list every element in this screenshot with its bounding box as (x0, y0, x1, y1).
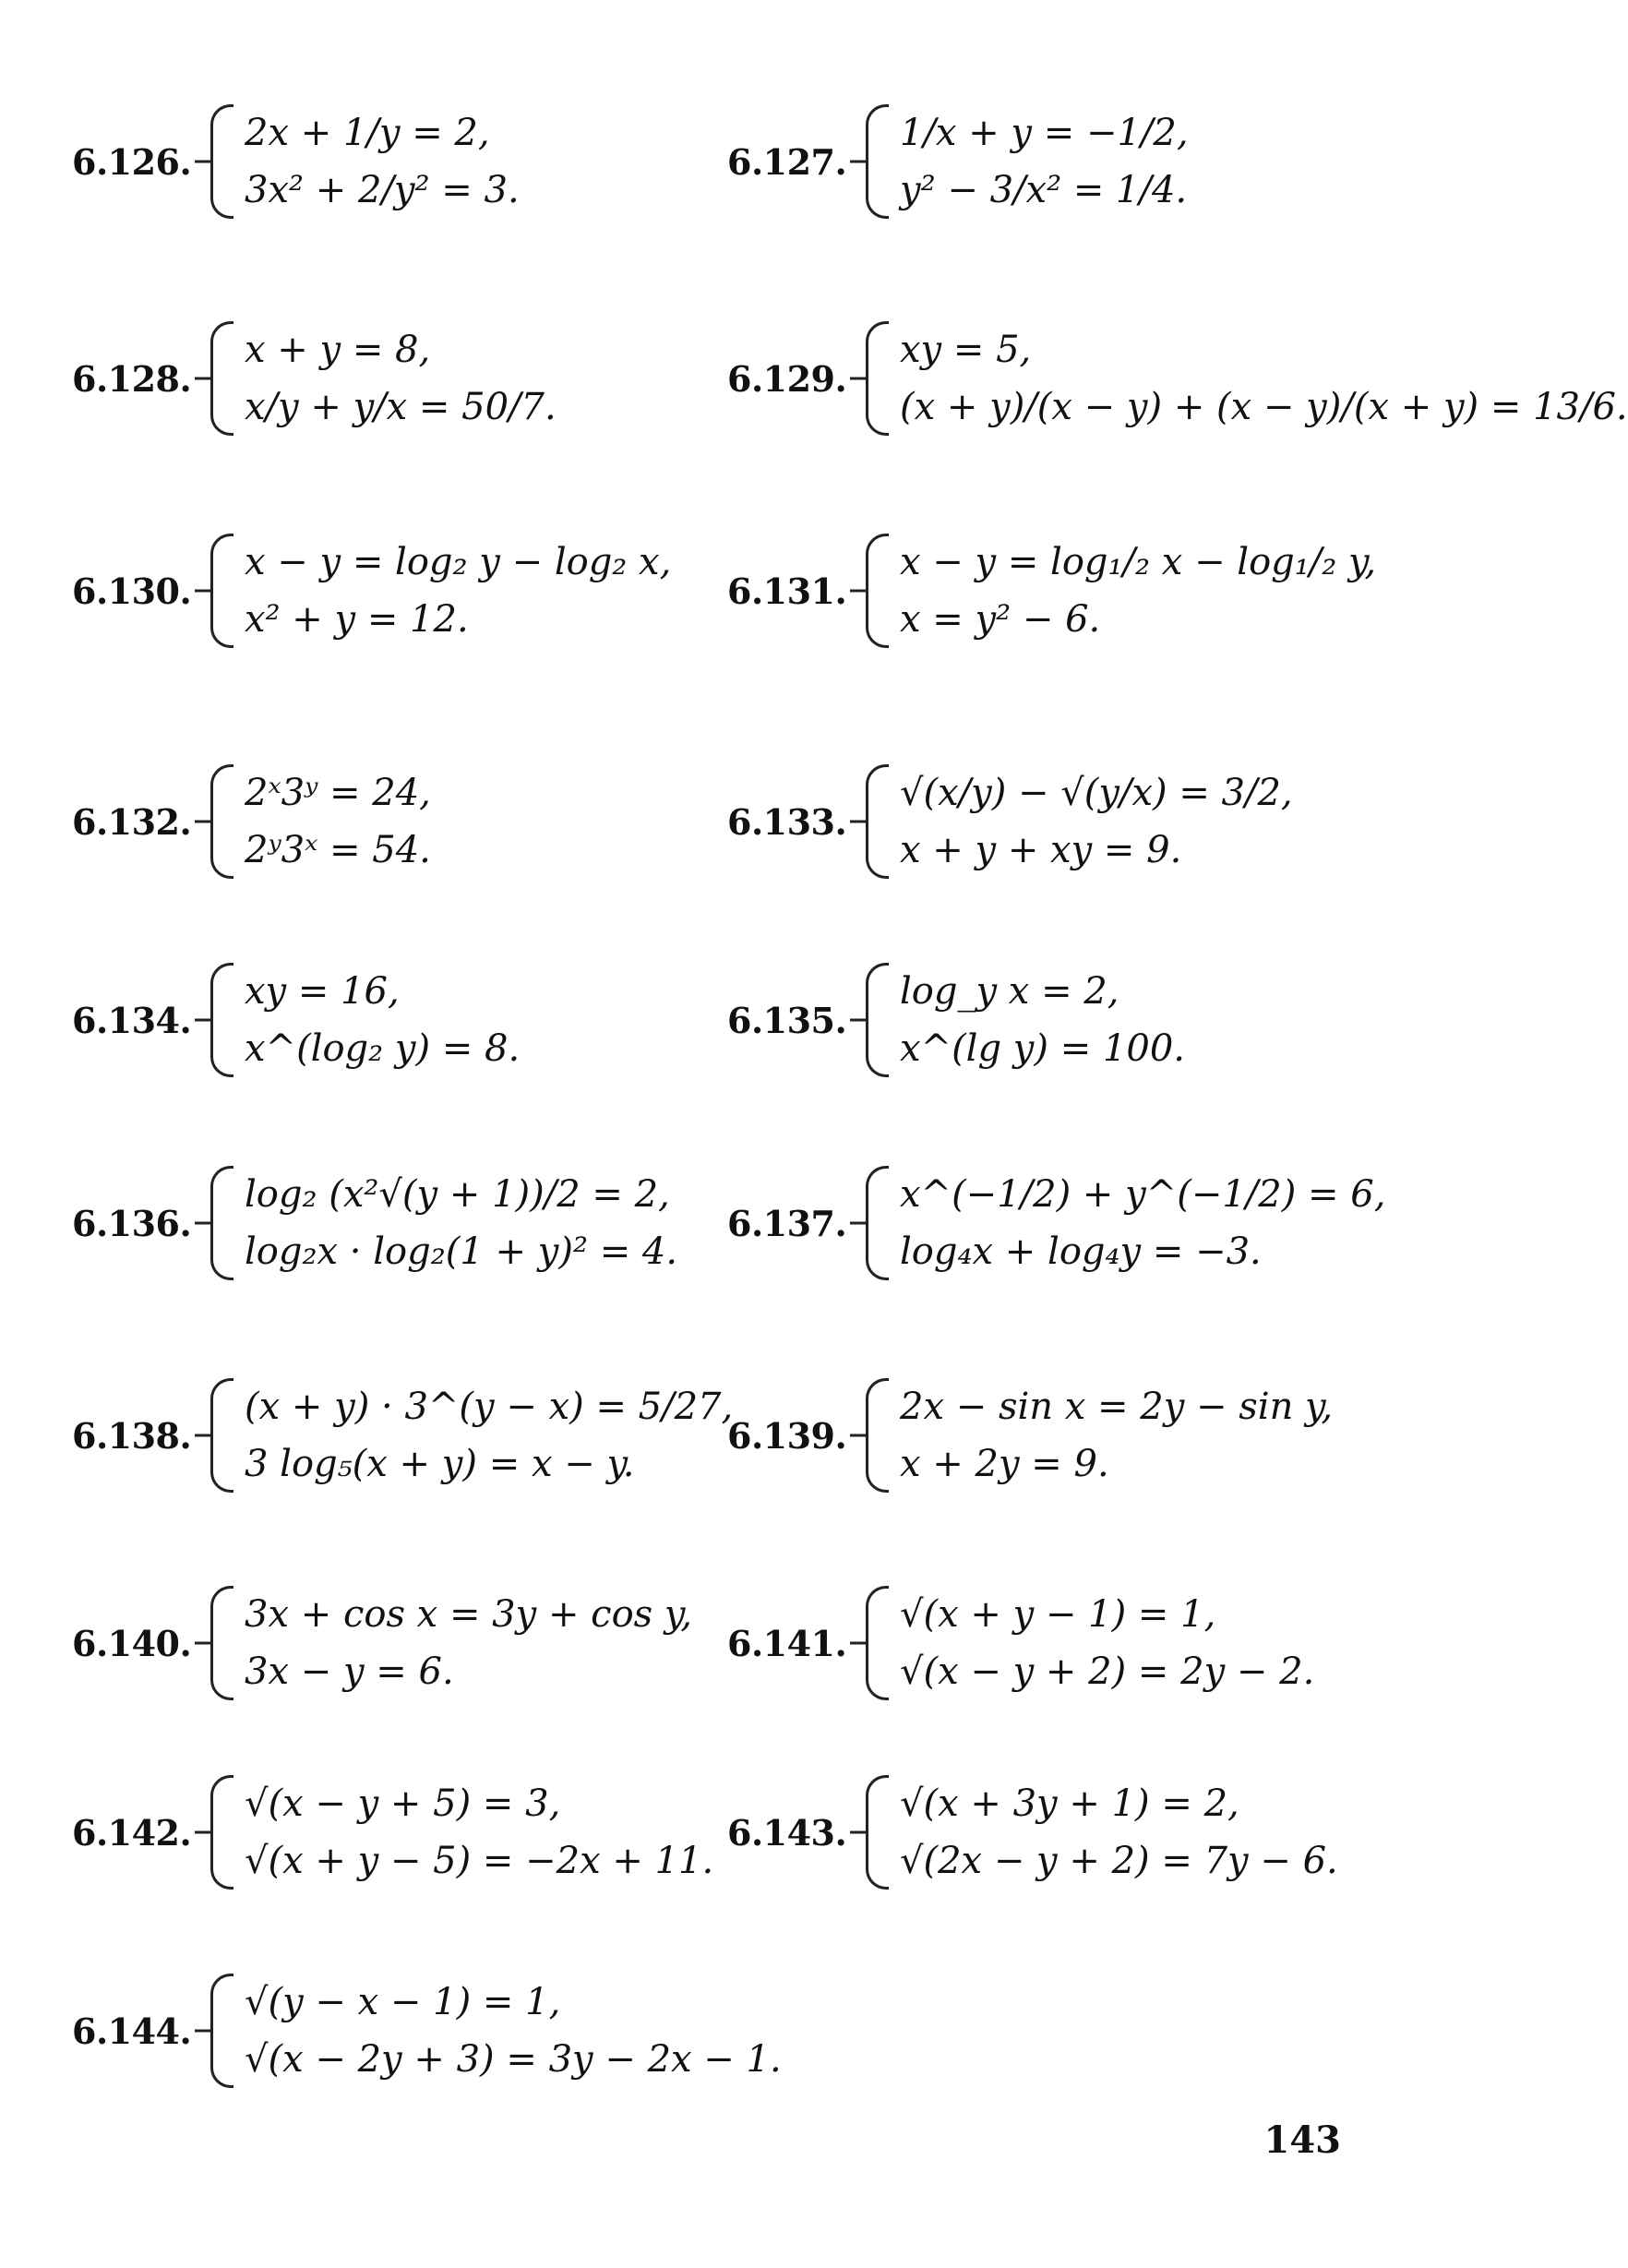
system-brace (210, 1166, 233, 1280)
equation: 3 log₅(x + y) = x − y. (245, 1443, 635, 1485)
equation-system (866, 963, 1185, 1077)
equation-system (210, 1775, 713, 1890)
problem-number: 6.135. (727, 999, 847, 1041)
problem-number: 6.144. (72, 2010, 192, 2052)
equation-system (866, 1378, 1333, 1493)
system-brace (866, 1586, 889, 1700)
problem (727, 69, 1189, 254)
equation: x = y² − 6. (900, 598, 1101, 641)
problem-number: 6.141. (727, 1622, 847, 1664)
equation-system (210, 1166, 677, 1280)
problem-number: 6.138. (72, 1414, 192, 1457)
problem (72, 1565, 692, 1722)
problem-row (0, 738, 1461, 905)
equation: x^(lg y) = 100. (900, 1027, 1186, 1070)
system-brace (866, 1775, 889, 1890)
equation: x^(log₂ y) = 8. (245, 1027, 521, 1070)
problem-number: 6.130. (72, 570, 192, 612)
equation: log₂ (x²√(y + 1))/2 = 2, (245, 1173, 670, 1216)
equation: log₂x · log₂(1 + y)² = 4. (245, 1230, 678, 1273)
problem (72, 305, 557, 452)
equation-system (210, 764, 431, 879)
equation-system (866, 1775, 1338, 1890)
problem (72, 1754, 713, 1911)
problem-number: 6.134. (72, 999, 192, 1041)
equation-system (866, 321, 1628, 436)
problem-number: 6.133. (727, 800, 847, 843)
equation: x + 2y = 9. (900, 1443, 1109, 1485)
problem-number: 6.132. (72, 800, 192, 843)
equation: √(x/y) − √(y/x) = 3/2, (900, 772, 1293, 814)
problem-row (0, 1952, 1461, 2109)
problem-number: 6.137. (727, 1202, 847, 1244)
problem-row (0, 1565, 1461, 1722)
problem (727, 738, 1293, 905)
problem-number: 6.128. (72, 357, 192, 400)
equation-system (866, 534, 1376, 648)
equation: x − y = log₂ y − log₂ x, (245, 541, 672, 583)
problem-number: 6.131. (727, 570, 847, 612)
problem (72, 738, 431, 905)
system-brace (210, 1775, 233, 1890)
problem (727, 508, 1376, 674)
system-brace (210, 1586, 233, 1700)
problem (727, 946, 1185, 1094)
equation: xy = 16, (245, 970, 400, 1013)
problem-row (0, 1754, 1461, 1911)
system-brace (866, 1166, 889, 1280)
system-brace (210, 764, 233, 879)
system-brace (210, 1974, 233, 2088)
equation: x + y = 8, (245, 329, 431, 371)
problem-number: 6.142. (72, 1811, 192, 1854)
equation: √(x − y + 5) = 3, (245, 1782, 561, 1825)
equation-system (210, 1586, 692, 1700)
problem (727, 1754, 1338, 1911)
equation: x/y + y/x = 50/7. (245, 386, 557, 428)
equation: x + y + xy = 9. (900, 829, 1182, 871)
equation: √(x − y + 2) = 2y − 2. (900, 1650, 1315, 1693)
problem-row (0, 305, 1628, 452)
system-brace (866, 1378, 889, 1493)
equation: x^(−1/2) + y^(−1/2) = 6, (900, 1173, 1386, 1216)
system-brace (210, 963, 233, 1077)
equation-system (866, 1586, 1314, 1700)
problem (72, 508, 671, 674)
equation-system (210, 963, 520, 1077)
equation: log_y x = 2, (900, 970, 1119, 1013)
problem-row (0, 69, 1461, 254)
problem (72, 946, 520, 1094)
problem (72, 1131, 677, 1315)
problem-number: 6.136. (72, 1202, 192, 1244)
problem (72, 69, 520, 254)
problem (727, 1565, 1314, 1722)
equation-system (866, 104, 1189, 219)
problem-number: 6.126. (72, 140, 192, 183)
problem-number: 6.129. (727, 357, 847, 400)
equation-system (210, 1974, 782, 2088)
system-brace (210, 321, 233, 436)
problem-number: 6.140. (72, 1622, 192, 1664)
equation-system (210, 1378, 733, 1493)
equation: y² − 3/x² = 1/4. (900, 169, 1188, 211)
system-brace (866, 963, 889, 1077)
problem (72, 1352, 733, 1518)
system-brace (210, 104, 233, 219)
equation: 3x − y = 6. (245, 1650, 454, 1693)
problem (727, 305, 1628, 452)
equation: (x + y) · 3^(y − x) = 5/27, (245, 1386, 734, 1428)
problem-row (0, 946, 1461, 1094)
equation: √(y − x − 1) = 1, (245, 1981, 561, 2023)
page-number: 143 (1263, 2118, 1341, 2162)
equation: 1/x + y = −1/2, (900, 112, 1189, 154)
equation: x² + y = 12. (245, 598, 469, 641)
problem (727, 1352, 1333, 1518)
equation-system (866, 1166, 1385, 1280)
problem-number: 6.127. (727, 140, 847, 183)
equation: √(x − 2y + 3) = 3y − 2x − 1. (245, 2038, 782, 2081)
equation: (x + y)/(x − y) + (x − y)/(x + y) = 13/6. (900, 386, 1628, 428)
system-brace (866, 104, 889, 219)
equation-system (210, 534, 671, 648)
problem-row (0, 508, 1461, 674)
equation: log₄x + log₄y = −3. (900, 1230, 1262, 1273)
system-brace (866, 321, 889, 436)
problem (727, 1131, 1385, 1315)
equation: x − y = log₁/₂ x − log₁/₂ y, (900, 541, 1377, 583)
equation: 2ʸ3ˣ = 54. (245, 829, 431, 871)
system-brace (210, 534, 233, 648)
equation: √(x + 3y + 1) = 2, (900, 1782, 1239, 1825)
system-brace (210, 1378, 233, 1493)
problem (72, 1952, 782, 2109)
equation: 3x² + 2/y² = 3. (245, 169, 520, 211)
equation: 3x + cos x = 3y + cos y, (245, 1593, 692, 1636)
equation: xy = 5, (900, 329, 1032, 371)
equation-system (866, 764, 1293, 879)
equation: √(x + y − 1) = 1, (900, 1593, 1216, 1636)
problem-row (0, 1131, 1461, 1315)
equation: 2x − sin x = 2y − sin y, (900, 1386, 1334, 1428)
problem-number: 6.139. (727, 1414, 847, 1457)
equation-system (210, 321, 557, 436)
equation: √(2x − y + 2) = 7y − 6. (900, 1840, 1338, 1882)
equation-system (210, 104, 520, 219)
system-brace (866, 534, 889, 648)
problem-number: 6.143. (727, 1811, 847, 1854)
problem-row (0, 1352, 1461, 1518)
equation: 2ˣ3ʸ = 24, (245, 772, 431, 814)
equation: 2x + 1/y = 2, (245, 112, 490, 154)
system-brace (866, 764, 889, 879)
equation: √(x + y − 5) = −2x + 11. (245, 1840, 714, 1882)
